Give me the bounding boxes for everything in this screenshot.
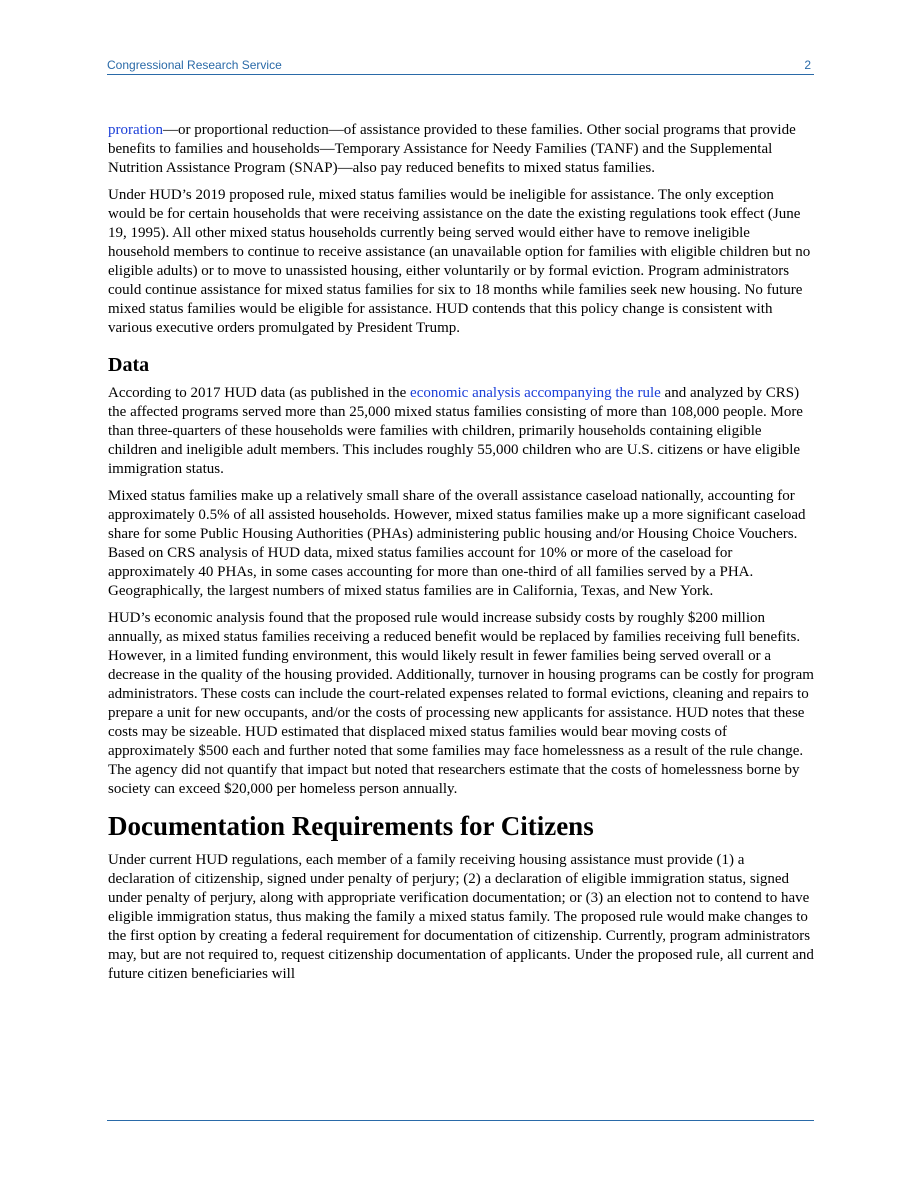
- proration-link[interactable]: proration: [108, 122, 163, 138]
- page-header: [107, 58, 814, 75]
- paragraph-caseload-share: Mixed status families make up a relatively small share of the overall assistance caseload nationally, accounting for approximately 0.5% of all assisted households. However, mixed status families make up a more significant caseload share for some Public Housing Authorities (PHAs) administering public housing and/or Housing Choice Vouchers. Based on CRS analysis of HUD data, mixed status families account for 10% or more of the caseload for approximately 40 PHAs, in some cases accounting for more than one-third of all families served by a PHA. Geographically, the largest numbers of mixed status families are in California, Texas, and New York.: [108, 488, 806, 599]
- header-page-number: 2: [804, 58, 811, 72]
- economic-analysis-link[interactable]: economic analysis accompanying the rule: [410, 385, 661, 401]
- paragraph-hud-data-rest: and analyzed by CRS) the affected programs served more than 25,000 mixed status families consisting of more than 108,000 people. More than three-quarters of these households were families with children, primarily households containing eligible children and ineligible adult members. This includes roughly 55,000 children who are U.S. citizens or have eligible immigration status.: [108, 385, 803, 477]
- paragraph-economic-analysis: HUD’s economic analysis found that the proposed rule would increase subsidy costs by roughly $200 million annually, as mixed status families receiving a reduced benefit would be replaced by families receiving full benefits. However, in a limited funding environment, this would likely result in fewer families being served overall or a decrease in the quality of the housing provided. Additionally, turnover in housing programs can be costly for program administrators. These costs can include the court-related expenses related to formal evictions, cleaning and repairs to prepare a unit for new occupants, and/or the costs of processing new applicants for assistance. HUD notes that these costs may be sizeable. HUD estimated that displaced mixed status families would bear moving costs of approximately $500 each and further noted that some families may face homelessness as a result of the rule change. The agency did not quantify that impact but noted that researchers estimate that the costs of homelessness borne by society can exceed $20,000 per homeless person annually.: [108, 610, 814, 797]
- footer-divider: [107, 1120, 814, 1121]
- document-body: [108, 121, 814, 992]
- paragraph-proposed-rule: Under HUD’s 2019 proposed rule, mixed status families would be ineligible for assistance. The only exception would be for certain households that were receiving assistance on the date the existing regulations took effect (June 19, 1995). All other mixed status households currently being served would either have to remove ineligible household members to continue to receive assistance (an unavailable option for families with eligible children but no eligible adults) or to move to unassisted housing, either voluntarily or by formal eviction. Program administrators could continue assistance for mixed status families for six to 18 months while families seek new housing. No future mixed status families would be eligible for assistance. HUD contends that this policy change is consistent with various executive orders promulgated by President Trump.: [108, 187, 811, 336]
- paragraph-hud-data-intro: According to 2017 HUD data (as published in the: [108, 385, 411, 401]
- header-source: Congressional Research Service: [107, 58, 282, 72]
- paragraph-documentation: Under current HUD regulations, each member of a family receiving housing assistance must provide (1) a declaration of citizenship, signed under penalty of perjury; (2) a declaration of eligible immigration status, signed under penalty of perjury, along with appropriate verification documentation; or (3) an election not to contend to have eligible immigration status, thus making the family a mixed status family. The proposed rule would make changes to the first option by creating a federal requirement for documentation of citizenship. Currently, program administrators may, but are not required to, request citizenship documentation of applicants. Under the proposed rule, all current and future citizen beneficiaries will: [108, 852, 814, 982]
- data-heading: Data: [108, 354, 150, 376]
- documentation-requirements-heading: Documentation Requirements for Citizens: [108, 811, 594, 841]
- paragraph-hud-data: [108, 384, 814, 479]
- paragraph-proration-text: —or proportional reduction—of assistance provided to these families. Other social programs that provide benefits to families and households—Temporary Assistance for Needy Families (TANF) and the Supplemental Nutrition Assistance Program (SNAP)—also pay reduced benefits to mixed status families.: [108, 122, 796, 176]
- paragraph-proration: [108, 121, 814, 178]
